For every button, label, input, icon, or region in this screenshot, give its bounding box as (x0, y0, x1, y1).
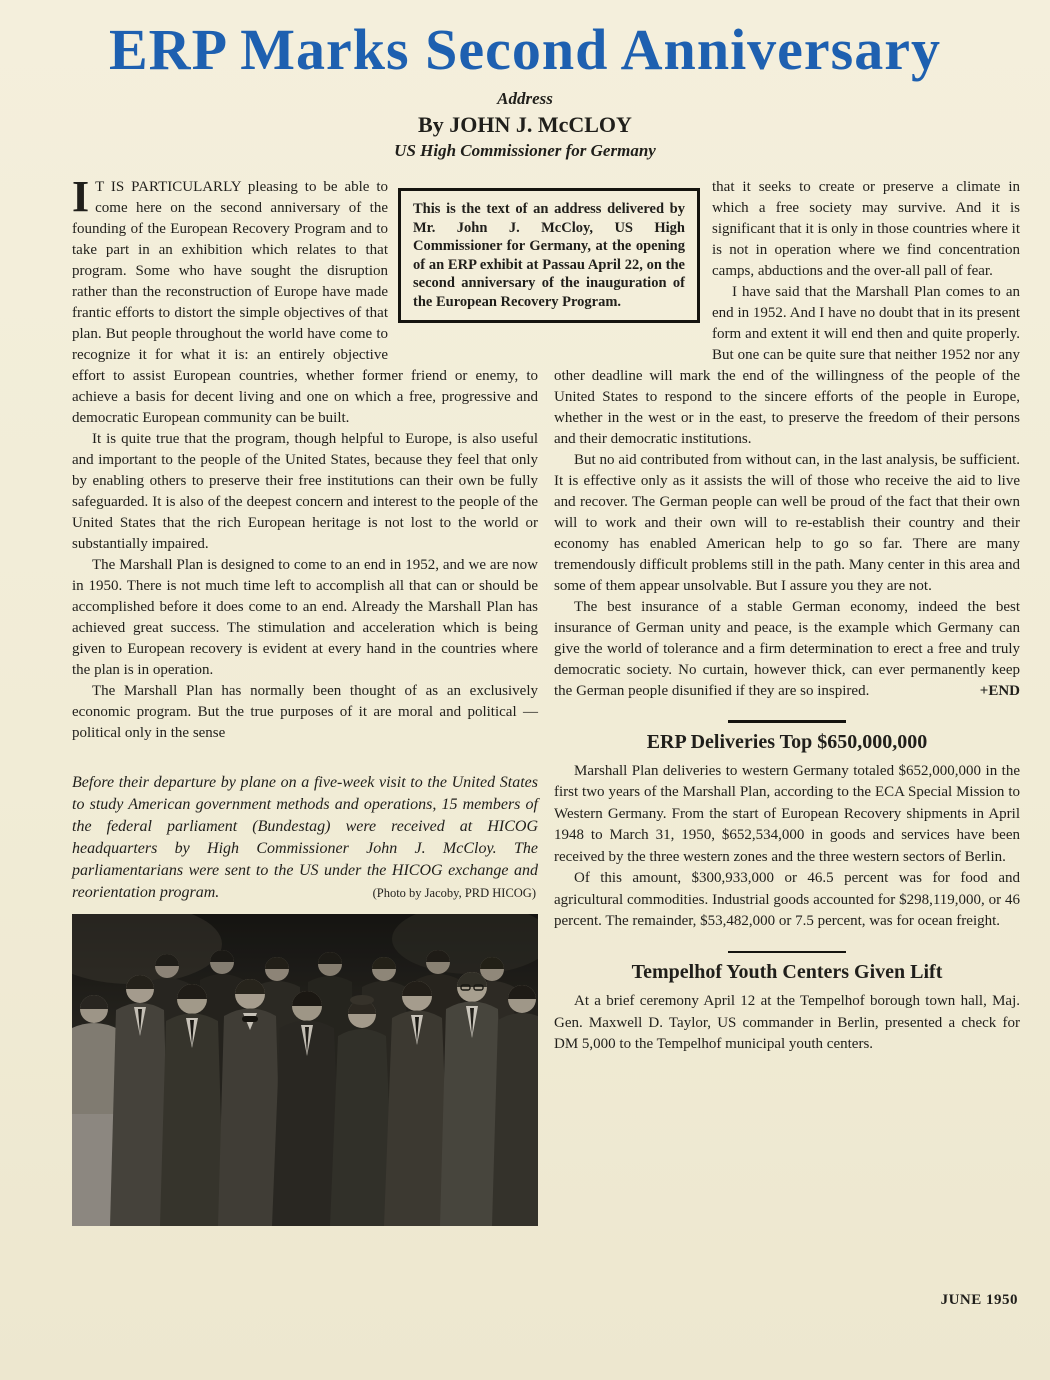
section-erp-deliveries (554, 720, 1020, 933)
section-tempelhof (554, 951, 1020, 1056)
byline: By JOHN J. McCLOY (418, 112, 632, 137)
editor-note-box (398, 188, 700, 323)
end-marker: +END (979, 683, 1020, 699)
section-paragraph: Of this amount, $300,933,000 or 46.5 percent was for food and agricultural commodities. Industrial goods accounted for $298,119,000, or 46 percent. The remainder, $53,482,000 or 7.5 percent, was for ocean freight. (554, 870, 1020, 929)
article-paragraph: It is quite true that the program, though helpful to Europe, is also useful and important to the people of the United States, because they feel that only by enabling others to preserve their free institutions can their own be fully safeguarded. It is also of the deepest concern and interest to the people of the United States that the rich European heritage is not lost to the world or substantially impaired. (72, 431, 538, 552)
photo-caption: Before their departure by plane on a five-week visit to the United States to study American government methods and operations, 15 members of the federal parliament (Bundestag) were received at HICOG headquarters by High Commissioner John J. McCloy. The parliamentarians were sent to the US under the HICOG exchange and reorientation program. (72, 774, 538, 901)
section-heading: Tempelhof Youth Centers Given Lift (631, 961, 943, 983)
paragraph-text: The best insurance of a stable German economy, indeed the best insurance of German unity and peace, is the example which Germany can give the world of tolerance and a firm determination to erect a free and truly democratic society. No curtain, however thick, can ever permanently keep the German people disunified if they are so inspired. (554, 599, 1020, 699)
paragraph-text: T IS PARTICULARLY pleasing to be able to come here on the second anniversary of the founding of the European Recovery Program and to take part in an exhibition which relates to that program. Some who have sought the disruption rather than the reconstruction of Europe have made frantic efforts to distort the simple objectives of that plan. But people throughout the world have come to recognize it for what it is: an entirely objective effort to assist European countries, whether former friend or enemy, to achieve a basis for decent living and one on which a free, progressive and democratic European community can be built. (72, 179, 538, 426)
article-header (0, 0, 1050, 161)
issue-date: JUNE 1950 (940, 1292, 1018, 1308)
section-paragraph: At a brief ceremony April 12 at the Tempelhof borough town hall, Maj. Gen. Maxwell D. Taylor, US commander in Berlin, presented a check for DM 5,000 to the Tempelhof municipal youth centers. (554, 993, 1020, 1052)
kicker-address: Address (497, 89, 553, 108)
article-paragraph: that it seeks to create or preserve a climate in which a free society may survive. And it is significant that it is only in those countries where it is not in operation where we find concentration camps, abductions and the over-all pall of fear. (712, 179, 1020, 279)
two-column-body (0, 172, 1050, 1226)
right-column (554, 177, 1020, 1226)
article-paragraph: The Marshall Plan has normally been thought of as an exclusively economic program. But the true purposes of it are moral and political — political only in the sense (72, 683, 538, 741)
page-title: ERP Marks Second Anniversary (109, 17, 941, 82)
dropcap: I (72, 172, 90, 221)
byline-subtitle: US High Commissioner for Germany (394, 141, 656, 160)
group-photo (72, 914, 538, 1226)
section-divider (728, 720, 846, 723)
section-divider (728, 951, 846, 954)
section-paragraph: Marshall Plan deliveries to western Germany totaled $652,000,000 in the first two years of the Marshall Plan, according to the ECA Special Mission to Western Germany. From the start of European Recovery shipments in April 1948 to March 31, 1950, $652,534,000 in goods and services have been received by the three western zones and the three western sectors of Berlin. (554, 762, 1020, 865)
article-paragraph: The Marshall Plan is designed to come to an end in 1952, and we are now in 1950. There is not much time left to accomplish all that can or should be accomplished before it does come to an end. Already the Marshall Plan has achieved great success. The stimulation and acceleration which is being given to European recovery is evident at every hand in the countries where the plan is in operation. (72, 557, 538, 678)
editor-note-text: This is the text of an address delivered by Mr. John J. McCloy, US High Commissioner for Germany, at the opening of an ERP exhibit at Passau April 22, on the second anniversary of the inauguration of the European Recovery Program. (413, 201, 685, 310)
article-paragraph (554, 597, 1020, 702)
article-paragraph: I have said that the Marshall Plan comes to an end in 1952. And I have no doubt that in its present form and extent it will end then and quite properly. But one can be quite sure that neither 1952 nor any other deadline will mark the end of the willingness of the people of the United States to respond to the sincere efforts of the people in Europe, whether in the west or in the east, to preserve the freedom of their persons and their democratic institutions. (554, 284, 1020, 447)
photo-credit: (Photo by Jacoby, PRD HICOG) (372, 886, 536, 900)
left-column (72, 172, 538, 1226)
section-heading: ERP Deliveries Top $650,000,000 (646, 730, 928, 753)
article-paragraph: But no aid contributed from without can, in the last analysis, be sufficient. It is effective only as it assists the will of those who receive the aid to live and recover. The German people can well be proud of the fact that their own will to work and their own will to re-establish their country and their economy has enabled American help to go so far. There are many tremendously difficult problems still in the path. Many center in this area and some of them appear unsolvable. But I assure you they are not. (554, 452, 1020, 594)
